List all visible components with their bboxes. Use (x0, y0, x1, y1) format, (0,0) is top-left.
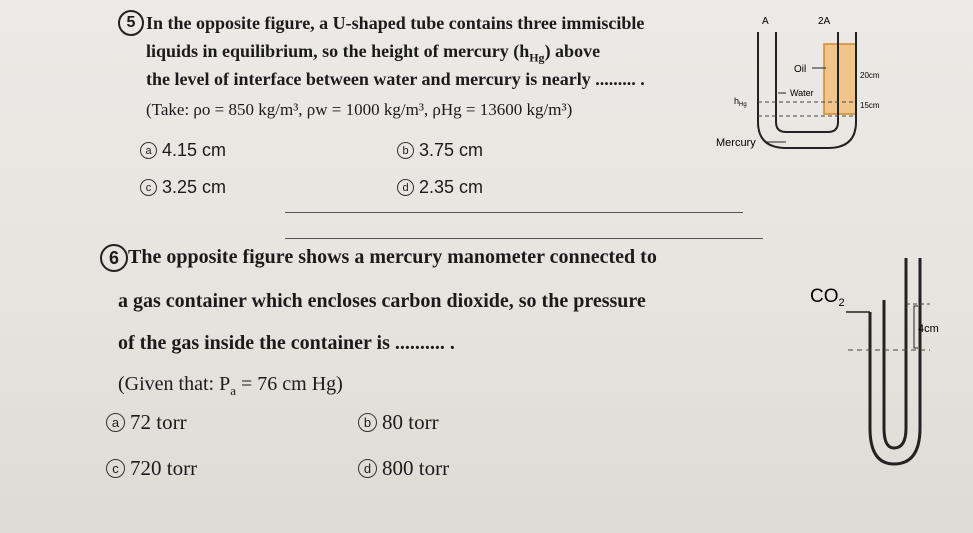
gas-subscript: 2 (838, 297, 845, 309)
question-5-u-tube-figure (700, 10, 890, 160)
gas-label (810, 286, 845, 309)
oil-column (824, 44, 856, 114)
h-hg-sub: Hg (739, 102, 747, 108)
given-text: (Given that: P (118, 373, 231, 395)
question-5-hg-subscript: Hg (529, 50, 545, 65)
given-rest: = 76 cm Hg) (236, 373, 343, 395)
question-5-number (118, 10, 144, 36)
question-6-line-3: of the gas inside the container is .......... . (118, 332, 455, 354)
option-text: 2.35 cm (419, 177, 484, 197)
h-hg-letter: h (734, 96, 740, 106)
question-5-line-3: the level of interface between water and mercury is nearly ......... . (146, 69, 645, 89)
question-6-option-c[interactable] (106, 456, 197, 481)
dim-15-label: 15cm (860, 101, 880, 110)
water-label: Water (790, 88, 814, 98)
option-letter: a (106, 413, 125, 432)
option-text: 3.25 cm (162, 177, 227, 197)
dim-20-label: 20cm (860, 71, 880, 80)
option-letter: d (397, 179, 414, 196)
question-5-option-b[interactable] (397, 140, 483, 161)
separator-rule-1 (285, 212, 743, 213)
dim-label: 4cm (918, 323, 939, 335)
question-6-line-2: a gas container which encloses carbon dioxide, so the pressure (118, 290, 646, 312)
option-text: 80 torr (382, 410, 439, 434)
question-6-given (118, 364, 343, 411)
question-5-line-1: In the opposite figure, a U-shaped tube contains three immiscible (146, 13, 645, 33)
given-sub: a (230, 383, 236, 398)
question-5-take-constants: (Take: ρo = 850 kg/m³, ρw = 1000 kg/m³, ρHg = 13600 kg/m³) (146, 100, 573, 119)
question-6-line-1: The opposite figure shows a mercury manometer connected to (128, 246, 657, 268)
option-letter: c (106, 459, 125, 478)
question-6-option-a[interactable] (106, 410, 187, 435)
question-5-option-c[interactable] (140, 177, 226, 198)
question-5-number-text: 5 (126, 14, 136, 31)
option-letter: b (397, 142, 414, 159)
option-letter: b (358, 413, 377, 432)
manometer-outer (870, 258, 920, 464)
option-letter: c (140, 179, 157, 196)
option-letter: d (358, 459, 377, 478)
question-5-option-a[interactable] (140, 140, 226, 161)
question-5-line-2-text: liquids in equilibrium, so the height of mercury (h (146, 41, 530, 61)
manometer-inner (884, 258, 906, 448)
question-6-option-d[interactable] (358, 456, 449, 481)
question-6-number-text: 6 (108, 247, 119, 268)
question-5-above-text: ) above (544, 41, 601, 61)
label-2a: 2A (818, 16, 831, 27)
question-6-option-b[interactable] (358, 410, 439, 435)
question-6-manometer-figure (790, 250, 965, 480)
option-text: 4.15 cm (162, 140, 227, 160)
gas-formula: CO (810, 286, 839, 307)
option-text: 3.75 cm (419, 140, 484, 160)
option-text: 800 torr (382, 456, 450, 480)
oil-label: Oil (794, 64, 807, 75)
question-6-number (100, 244, 128, 272)
mercury-label: Mercury (716, 137, 756, 149)
label-a: A (762, 16, 769, 27)
question-5-option-d[interactable] (397, 177, 483, 198)
option-text: 720 torr (130, 456, 198, 480)
h-hg-label (734, 96, 747, 108)
option-letter: a (140, 142, 157, 159)
option-text: 72 torr (130, 410, 187, 434)
